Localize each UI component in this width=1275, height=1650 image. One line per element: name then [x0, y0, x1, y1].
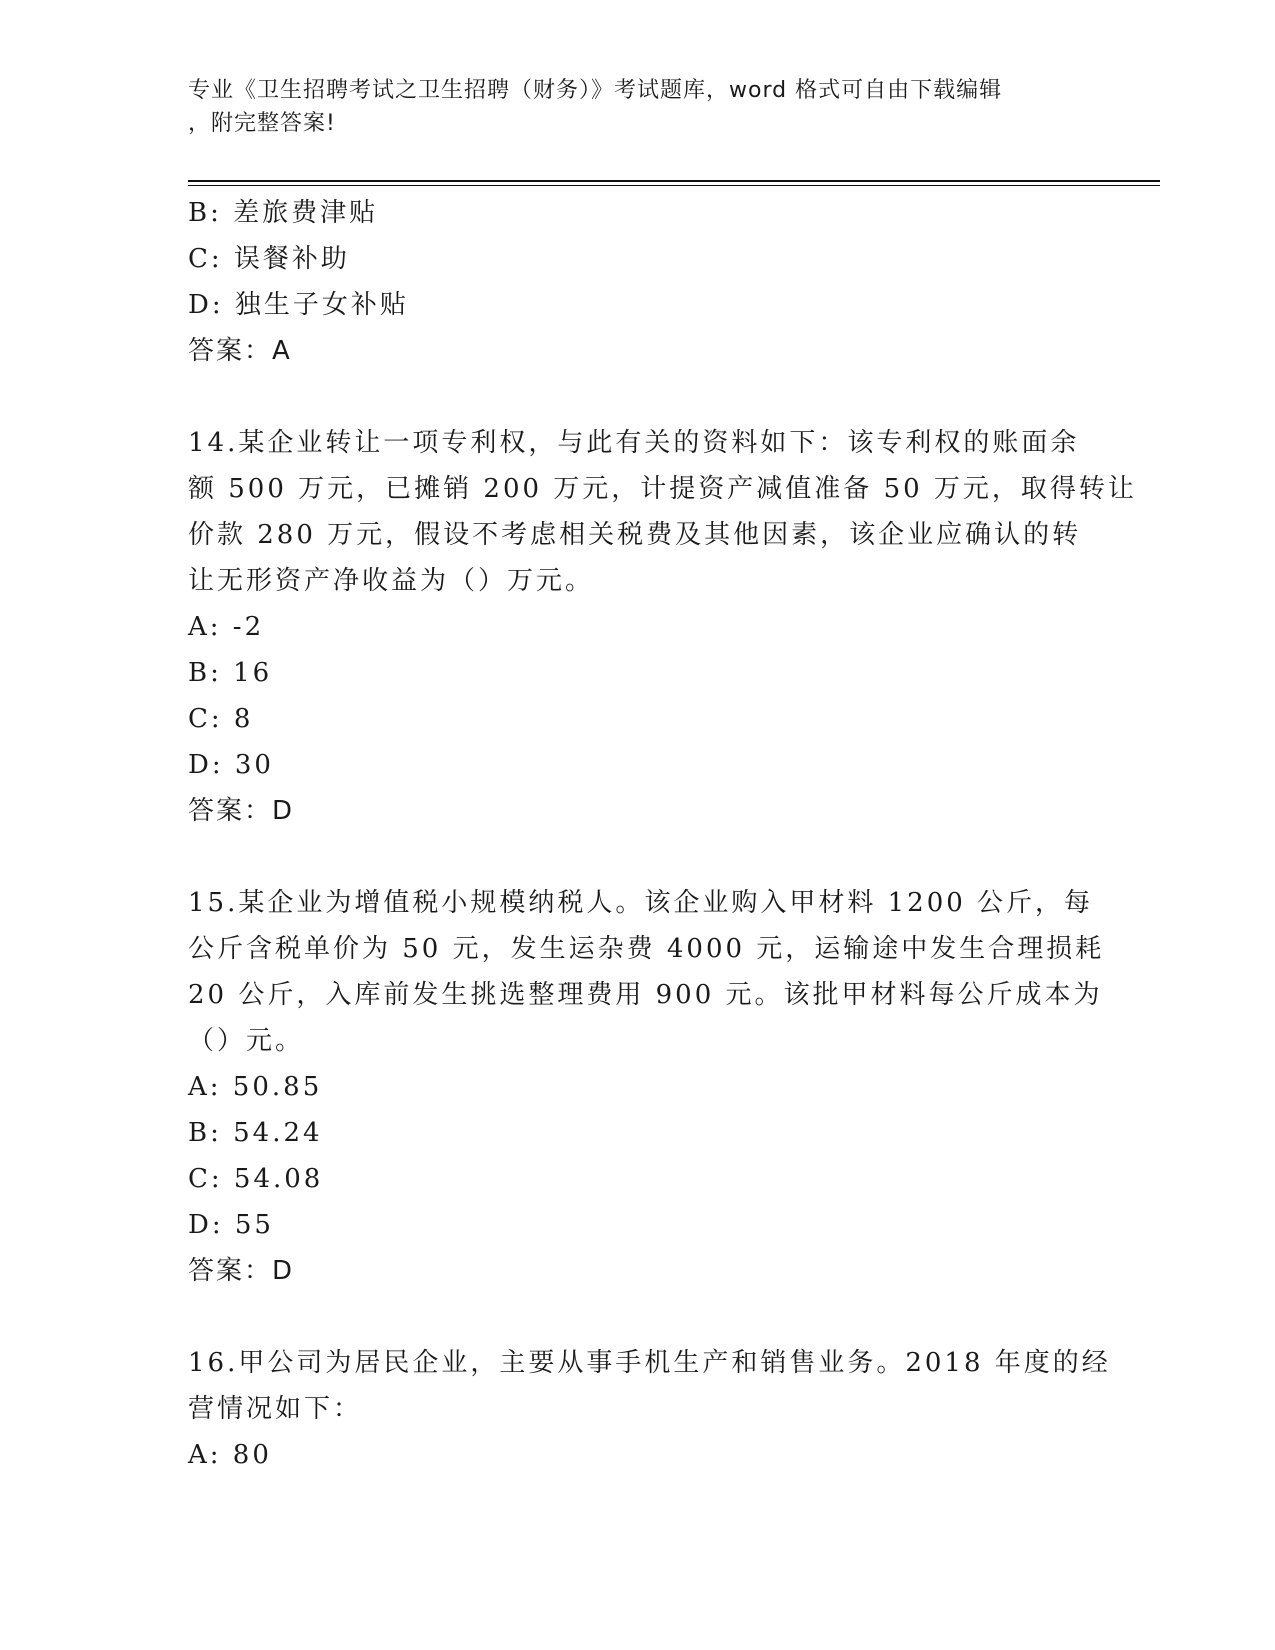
question-text-line: 20 公斤，入库前发生挑选整理费用 900 元。该批甲材料每公斤成本为 — [188, 980, 1103, 1010]
question-13-tail — [188, 190, 1088, 374]
question-text-line: 公斤含税单价为 50 元，发生运杂费 4000 元，运输途中发生合理损耗 — [188, 934, 1105, 964]
document-body — [188, 190, 1137, 1478]
option-b: B: 54.24 — [188, 1118, 323, 1148]
question-14 — [188, 420, 1137, 834]
option-b: B: 差旅费津贴 — [188, 198, 379, 228]
option-a: A: -2 — [188, 612, 265, 642]
header-rule-thick — [188, 180, 1160, 182]
question-15 — [188, 880, 1105, 1294]
option-c: C: 误餐补助 — [188, 244, 350, 274]
question-text-line: 价款 280 万元，假设不考虑相关税费及其他因素，该企业应确认的转 — [188, 520, 1082, 550]
header-line-1: 专业《卫生招聘考试之卫生招聘（财务）》考试题库，word 格式可自由下载编辑 — [188, 78, 1003, 103]
answer-line: 答案：D — [188, 796, 295, 826]
header-line-2: ，附完整答案! — [188, 111, 336, 136]
spacer — [188, 1294, 1088, 1340]
answer-line: 答案：D — [188, 1256, 295, 1286]
option-b: B: 16 — [188, 658, 273, 688]
option-c: C: 8 — [188, 704, 254, 734]
answer-line: 答案：A — [188, 336, 292, 366]
option-a: A: 50.85 — [188, 1072, 323, 1102]
document-header — [188, 74, 1088, 140]
option-d: D: 30 — [188, 750, 274, 780]
option-c: C: 54.08 — [188, 1164, 324, 1194]
option-d: D: 55 — [188, 1210, 274, 1240]
option-a: A: 80 — [188, 1440, 272, 1470]
header-rule-thin — [188, 185, 1160, 186]
spacer — [188, 374, 1088, 420]
question-text-line: 让无形资产净收益为（）万元。 — [188, 566, 595, 596]
spacer — [188, 834, 1088, 880]
question-text-line: 14.某企业转让一项专利权，与此有关的资料如下：该专利权的账面余 — [188, 428, 1080, 458]
question-text-line: 营情况如下： — [188, 1394, 363, 1424]
question-text-line: 15.某企业为增值税小规模纳税人。该企业购入甲材料 1200 公斤，每 — [188, 888, 1094, 918]
question-text-line: （）元。 — [188, 1026, 305, 1056]
question-text-line: 16.甲公司为居民企业，主要从事手机生产和销售业务。2018 年度的经 — [188, 1348, 1111, 1378]
question-text-line: 额 500 万元，已摊销 200 万元，计提资产减值准备 50 万元，取得转让 — [188, 474, 1137, 504]
question-16 — [188, 1340, 1111, 1478]
option-d: D: 独生子女补贴 — [188, 290, 409, 320]
